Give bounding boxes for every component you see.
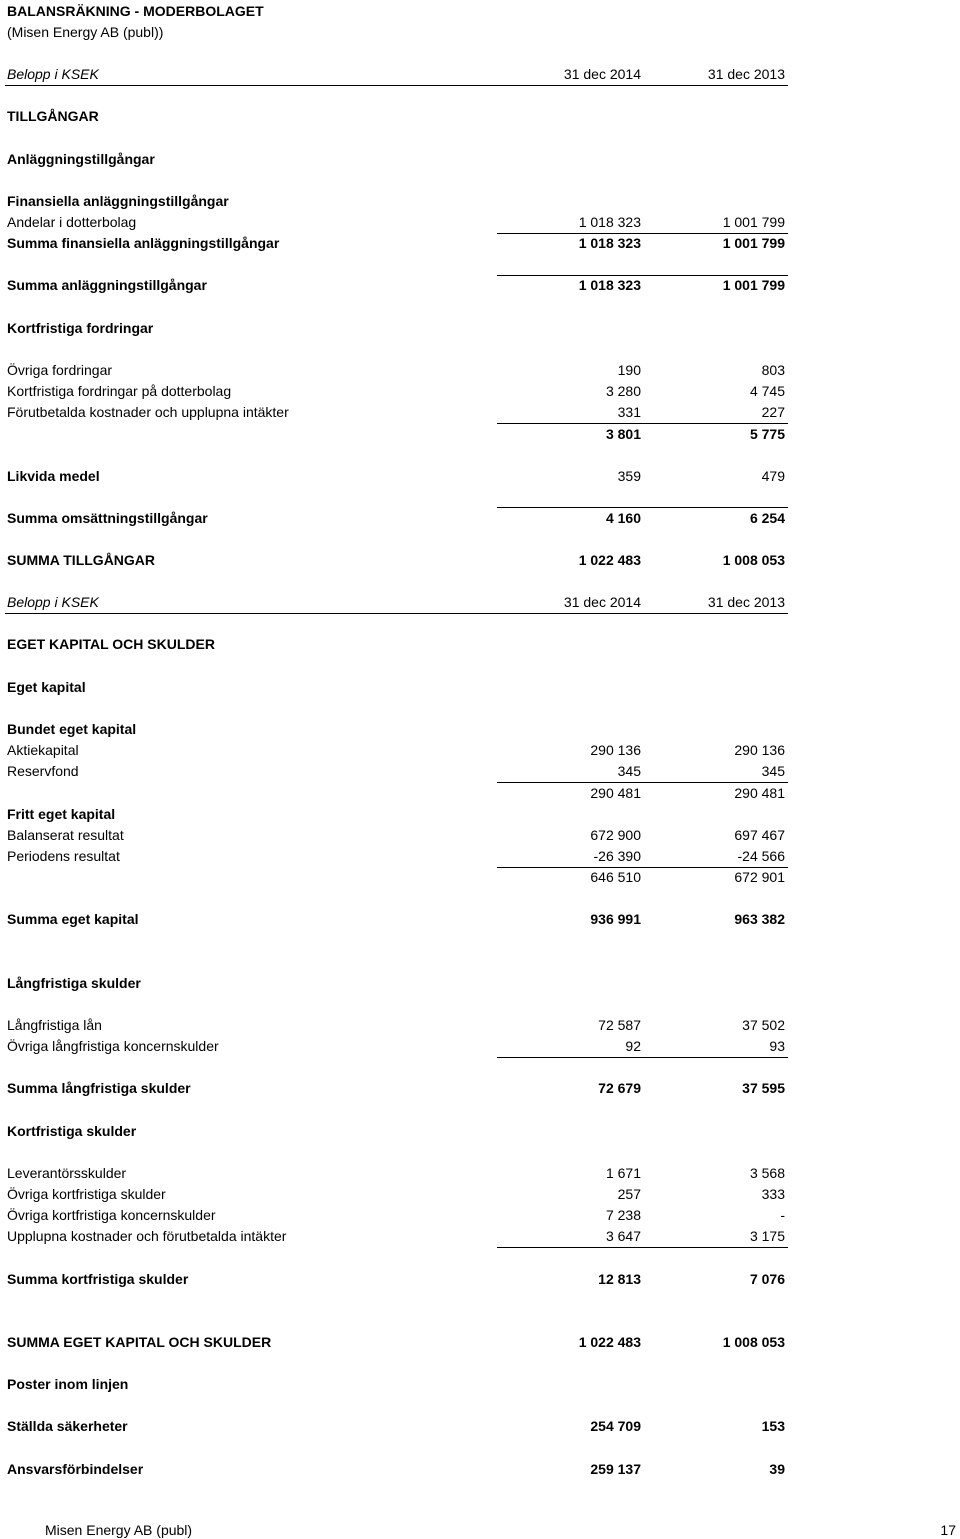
table-row: Ställda säkerheter 254 709 153 (7, 1418, 785, 1434)
table-row: Summa långfristiga skulder 72 679 37 595 (7, 1080, 785, 1096)
table-row: Summa finansiella anläggningstillgångar 1 018 323 1 001 799 (7, 235, 785, 251)
page-number: 17 (940, 1522, 956, 1538)
subsection-fixed-assets: Anläggningstillgångar (7, 151, 155, 167)
table-row: Andelar i dotterbolag 1 018 323 1 001 799 (7, 214, 785, 230)
sum-rule (497, 1247, 788, 1248)
table-row: Övriga långfristiga koncernskulder 92 93 (7, 1038, 785, 1054)
table-row: Likvida medel 359 479 (7, 468, 785, 484)
table-row: Leverantörsskulder 1 671 3 568 (7, 1165, 785, 1181)
table-row: SUMMA TILLGÅNGAR 1 022 483 1 008 053 (7, 552, 785, 568)
subsection-financial-assets: Finansiella anläggningstillgångar (7, 193, 229, 209)
page-title: BALANSRÄKNING - MODERBOLAGET (7, 3, 264, 19)
table-row: Reservfond 345 345 (7, 763, 785, 779)
subsection-equity: Eget kapital (7, 679, 86, 695)
subsection-restricted-equity: Bundet eget kapital (7, 721, 137, 737)
column-2013-label: 31 dec 2013 (707, 594, 785, 610)
header-rule (5, 613, 788, 614)
subsection-short-term-receivables: Kortfristiga fordringar (7, 320, 154, 336)
amount-unit-label: Belopp i KSEK (7, 66, 99, 82)
table-row: Aktiekapital 290 136 290 136 (7, 742, 785, 758)
section-title-equity-liabilities: EGET KAPITAL OCH SKULDER (7, 636, 215, 652)
table-row: Summa eget kapital 936 991 963 382 (7, 911, 785, 927)
table-row: Förutbetalda kostnader och upplupna intäkter 331 227 (7, 404, 785, 420)
table-row: Övriga fordringar 190 803 (7, 362, 785, 378)
header-rule (5, 85, 788, 86)
section-title-assets: TILLGÅNGAR (7, 108, 99, 124)
table-row: Kortfristiga fordringar på dotterbolag 3 280 4 745 (7, 383, 785, 399)
table-row: Summa kortfristiga skulder 12 813 7 076 (7, 1271, 785, 1287)
table-row: 646 510 672 901 (590, 869, 785, 885)
sum-rule (497, 1057, 788, 1058)
table-row: 3 801 5 775 (605, 426, 785, 442)
subsection-unrestricted-equity: Fritt eget kapital (7, 806, 116, 822)
subsection-long-term-liabilities: Långfristiga skulder (7, 975, 141, 991)
table-row: Ansvarsförbindelser 259 137 39 (7, 1461, 785, 1477)
table-row: Periodens resultat -26 390 -24 566 (7, 848, 785, 864)
table-row: Upplupna kostnader och förutbetalda intäkter 3 647 3 175 (7, 1228, 785, 1244)
table-row: Långfristiga lån 72 587 37 502 (7, 1017, 785, 1033)
amount-unit-label: Belopp i KSEK (7, 594, 99, 610)
column-2013-label: 31 dec 2013 (707, 66, 785, 82)
column-2014-label: 31 dec 2014 (563, 66, 641, 82)
table-row: Summa anläggningstillgångar 1 018 323 1 001 799 (7, 277, 785, 293)
table-row: Balanserat resultat 672 900 697 467 (7, 827, 785, 843)
table-row: Övriga kortfristiga skulder 257 333 (7, 1186, 785, 1202)
page-subtitle: (Misen Energy AB (publ)) (7, 24, 164, 40)
table-row: Summa omsättningstillgångar 4 160 6 254 (7, 510, 785, 526)
subsection-short-term-liabilities: Kortfristiga skulder (7, 1123, 137, 1139)
table-row: 290 481 290 481 (590, 785, 785, 801)
column-2014-label: 31 dec 2014 (563, 594, 641, 610)
assets-column-header (0, 64, 960, 85)
equity-column-header (0, 592, 960, 613)
table-row: SUMMA EGET KAPITAL OCH SKULDER 1 022 483 1 008 053 (7, 1334, 785, 1350)
subsection-off-balance: Poster inom linjen (7, 1376, 129, 1392)
table-row: Övriga kortfristiga koncernskulder 7 238 - (7, 1207, 785, 1223)
footer-company: Misen Energy AB (publ) (45, 1522, 193, 1538)
